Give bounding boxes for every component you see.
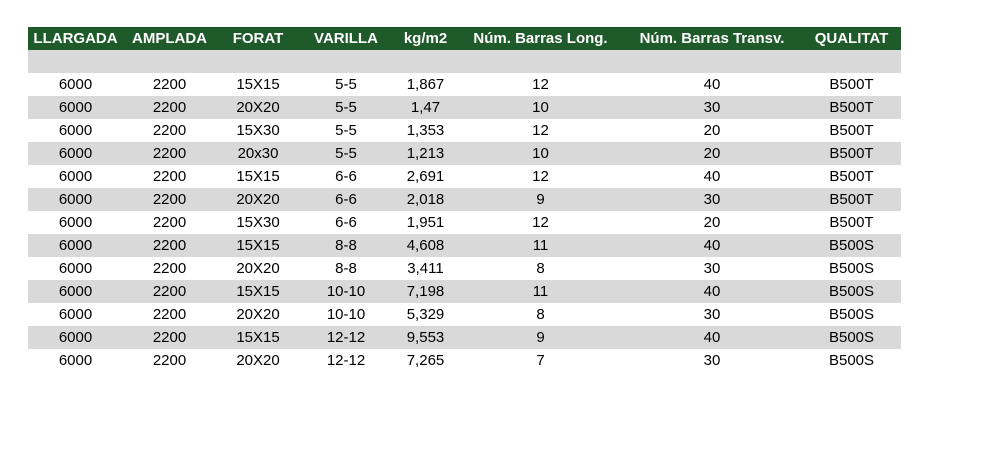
cell-barras-long: 12 bbox=[532, 122, 549, 139]
table-row bbox=[28, 165, 901, 188]
cell-varilla: 5-5 bbox=[335, 145, 357, 162]
cell-barras-transv: 30 bbox=[703, 352, 721, 369]
cell-kg-m2: 7,198 bbox=[406, 283, 445, 300]
cell-varilla: 8-8 bbox=[335, 237, 357, 254]
cell-forat: 20X20 bbox=[236, 352, 280, 369]
cell-qualitat: B500S bbox=[828, 260, 875, 277]
cell-forat: 15X30 bbox=[236, 122, 280, 139]
table-row bbox=[28, 188, 901, 211]
cell-barras-transv: 40 bbox=[703, 168, 721, 185]
cell-llargada: 6000 bbox=[58, 145, 93, 162]
cell-barras-long: 12 bbox=[532, 214, 549, 231]
cell-kg-m2: 7,265 bbox=[406, 352, 445, 369]
cell-forat: 15X15 bbox=[236, 168, 280, 185]
cell-qualitat: B500T bbox=[829, 76, 874, 93]
cell-amplada: 2200 bbox=[152, 352, 187, 369]
cell-llargada: 6000 bbox=[58, 260, 93, 277]
cell-barras-transv: 20 bbox=[703, 122, 721, 139]
cell-barras-long: 7 bbox=[536, 352, 545, 369]
cell-varilla: 6-6 bbox=[335, 214, 357, 231]
cell-varilla: 5-5 bbox=[335, 122, 357, 139]
cell-amplada: 2200 bbox=[152, 237, 187, 254]
cell-barras-transv: 40 bbox=[703, 283, 721, 300]
cell-llargada: 6000 bbox=[58, 99, 93, 116]
cell-llargada: 6000 bbox=[58, 168, 93, 185]
cell-barras-transv: 30 bbox=[703, 306, 721, 323]
cell-barras-transv: 30 bbox=[703, 191, 721, 208]
cell-barras-transv: 40 bbox=[703, 237, 721, 254]
cell-kg-m2: 1,47 bbox=[410, 99, 441, 116]
cell-barras-long: 9 bbox=[536, 329, 545, 346]
table-row bbox=[28, 303, 901, 326]
cell-qualitat: B500T bbox=[829, 122, 874, 139]
table-row bbox=[28, 326, 901, 349]
cell-kg-m2: 9,553 bbox=[406, 329, 445, 346]
cell-kg-m2: 3,411 bbox=[407, 260, 444, 277]
cell-barras-long: 8 bbox=[536, 260, 545, 277]
col-header-qualitat: QUALITAT bbox=[814, 30, 889, 47]
cell-varilla: 10-10 bbox=[326, 306, 366, 323]
cell-varilla: 6-6 bbox=[335, 191, 357, 208]
cell-barras-long: 10 bbox=[532, 99, 549, 116]
table-row bbox=[28, 119, 901, 142]
cell-forat: 15X15 bbox=[236, 329, 280, 346]
table-row bbox=[28, 280, 901, 303]
col-header-forat: FORAT bbox=[232, 30, 284, 47]
cell-amplada: 2200 bbox=[152, 306, 187, 323]
col-header-amplada: AMPLADA bbox=[132, 30, 207, 47]
cell-barras-long: 12 bbox=[532, 168, 549, 185]
cell-amplada: 2200 bbox=[152, 260, 187, 277]
mesh-spec-sheet bbox=[28, 27, 901, 372]
cell-varilla: 12-12 bbox=[326, 329, 366, 346]
cell-qualitat: B500S bbox=[828, 283, 875, 300]
cell-amplada: 2200 bbox=[152, 76, 187, 93]
cell-forat: 15X15 bbox=[236, 283, 280, 300]
table-row bbox=[28, 349, 901, 372]
table-row bbox=[28, 257, 901, 280]
table-body bbox=[28, 50, 901, 372]
col-header-varilla: VARILLA bbox=[314, 30, 378, 47]
cell-llargada: 6000 bbox=[58, 283, 93, 300]
col-header-llargada: LLARGADA bbox=[33, 30, 118, 47]
cell-forat: 15X30 bbox=[236, 214, 280, 231]
cell-forat: 20X20 bbox=[236, 260, 280, 277]
cell-varilla: 12-12 bbox=[326, 352, 366, 369]
table-row bbox=[28, 211, 901, 234]
cell-forat: 20x30 bbox=[237, 145, 279, 162]
cell-forat: 15X15 bbox=[236, 76, 280, 93]
cell-llargada: 6000 bbox=[58, 122, 93, 139]
mesh-spec-table bbox=[28, 27, 901, 372]
cell-llargada: 6000 bbox=[58, 306, 93, 323]
cell-forat: 20X20 bbox=[236, 191, 280, 208]
cell-amplada: 2200 bbox=[152, 283, 187, 300]
col-header-barras-transv: Núm. Barras Transv. bbox=[639, 30, 785, 47]
cell-amplada: 2200 bbox=[152, 145, 187, 162]
cell-kg-m2: 1,867 bbox=[406, 76, 445, 93]
cell-qualitat: B500S bbox=[828, 306, 875, 323]
cell-kg-m2: 2,018 bbox=[406, 191, 445, 208]
col-header-barras-long: Núm. Barras Long. bbox=[473, 30, 608, 47]
cell-kg-m2: 1,353 bbox=[406, 122, 445, 139]
cell-barras-transv: 40 bbox=[703, 329, 721, 346]
cell-varilla: 10-10 bbox=[326, 283, 366, 300]
cell-varilla: 5-5 bbox=[335, 99, 357, 116]
cell-varilla: 5-5 bbox=[335, 76, 357, 93]
cell-varilla: 6-6 bbox=[335, 168, 357, 185]
table-row bbox=[28, 142, 901, 165]
cell-forat: 20X20 bbox=[236, 306, 280, 323]
table-row bbox=[28, 73, 901, 96]
cell-amplada: 2200 bbox=[152, 122, 187, 139]
cell-barras-long: 12 bbox=[532, 76, 549, 93]
cell-forat: 20X20 bbox=[236, 99, 280, 116]
cell-amplada: 2200 bbox=[152, 191, 187, 208]
cell-barras-transv: 30 bbox=[703, 260, 721, 277]
cell-qualitat: B500T bbox=[829, 99, 874, 116]
cell-barras-long: 10 bbox=[532, 145, 549, 162]
header-row bbox=[28, 27, 901, 50]
cell-barras-transv: 30 bbox=[703, 99, 721, 116]
cell-kg-m2: 1,951 bbox=[406, 214, 445, 231]
col-header-kg-m2: kg/m2 bbox=[403, 30, 448, 47]
cell-llargada: 6000 bbox=[58, 352, 93, 369]
cell-forat: 15X15 bbox=[236, 237, 280, 254]
cell-kg-m2: 2,691 bbox=[406, 168, 445, 185]
table-row bbox=[28, 96, 901, 119]
cell-barras-long: 11 bbox=[532, 237, 549, 254]
cell-qualitat: B500S bbox=[828, 237, 875, 254]
cell-qualitat: B500T bbox=[829, 214, 874, 231]
cell-llargada: 6000 bbox=[58, 214, 93, 231]
cell-qualitat: B500T bbox=[829, 145, 874, 162]
cell-barras-long: 11 bbox=[532, 283, 549, 300]
cell-amplada: 2200 bbox=[152, 99, 187, 116]
cell-qualitat: B500S bbox=[828, 329, 875, 346]
cell-varilla: 8-8 bbox=[335, 260, 357, 277]
empty-spacer-row bbox=[28, 50, 901, 73]
cell-qualitat: B500T bbox=[829, 168, 874, 185]
cell-barras-transv: 40 bbox=[703, 76, 721, 93]
cell-kg-m2: 1,213 bbox=[406, 145, 445, 162]
table-row bbox=[28, 234, 901, 257]
cell-kg-m2: 4,608 bbox=[406, 237, 445, 254]
cell-amplada: 2200 bbox=[152, 214, 187, 231]
cell-barras-long: 8 bbox=[536, 306, 545, 323]
cell-barras-transv: 20 bbox=[703, 214, 721, 231]
cell-llargada: 6000 bbox=[58, 237, 93, 254]
cell-amplada: 2200 bbox=[152, 329, 187, 346]
cell-llargada: 6000 bbox=[58, 76, 93, 93]
cell-amplada: 2200 bbox=[152, 168, 187, 185]
cell-llargada: 6000 bbox=[58, 329, 93, 346]
cell-barras-long: 9 bbox=[536, 191, 545, 208]
cell-kg-m2: 5,329 bbox=[406, 306, 445, 323]
cell-barras-transv: 20 bbox=[703, 145, 721, 162]
cell-qualitat: B500T bbox=[829, 191, 874, 208]
cell-qualitat: B500S bbox=[828, 352, 875, 369]
cell-llargada: 6000 bbox=[58, 191, 93, 208]
